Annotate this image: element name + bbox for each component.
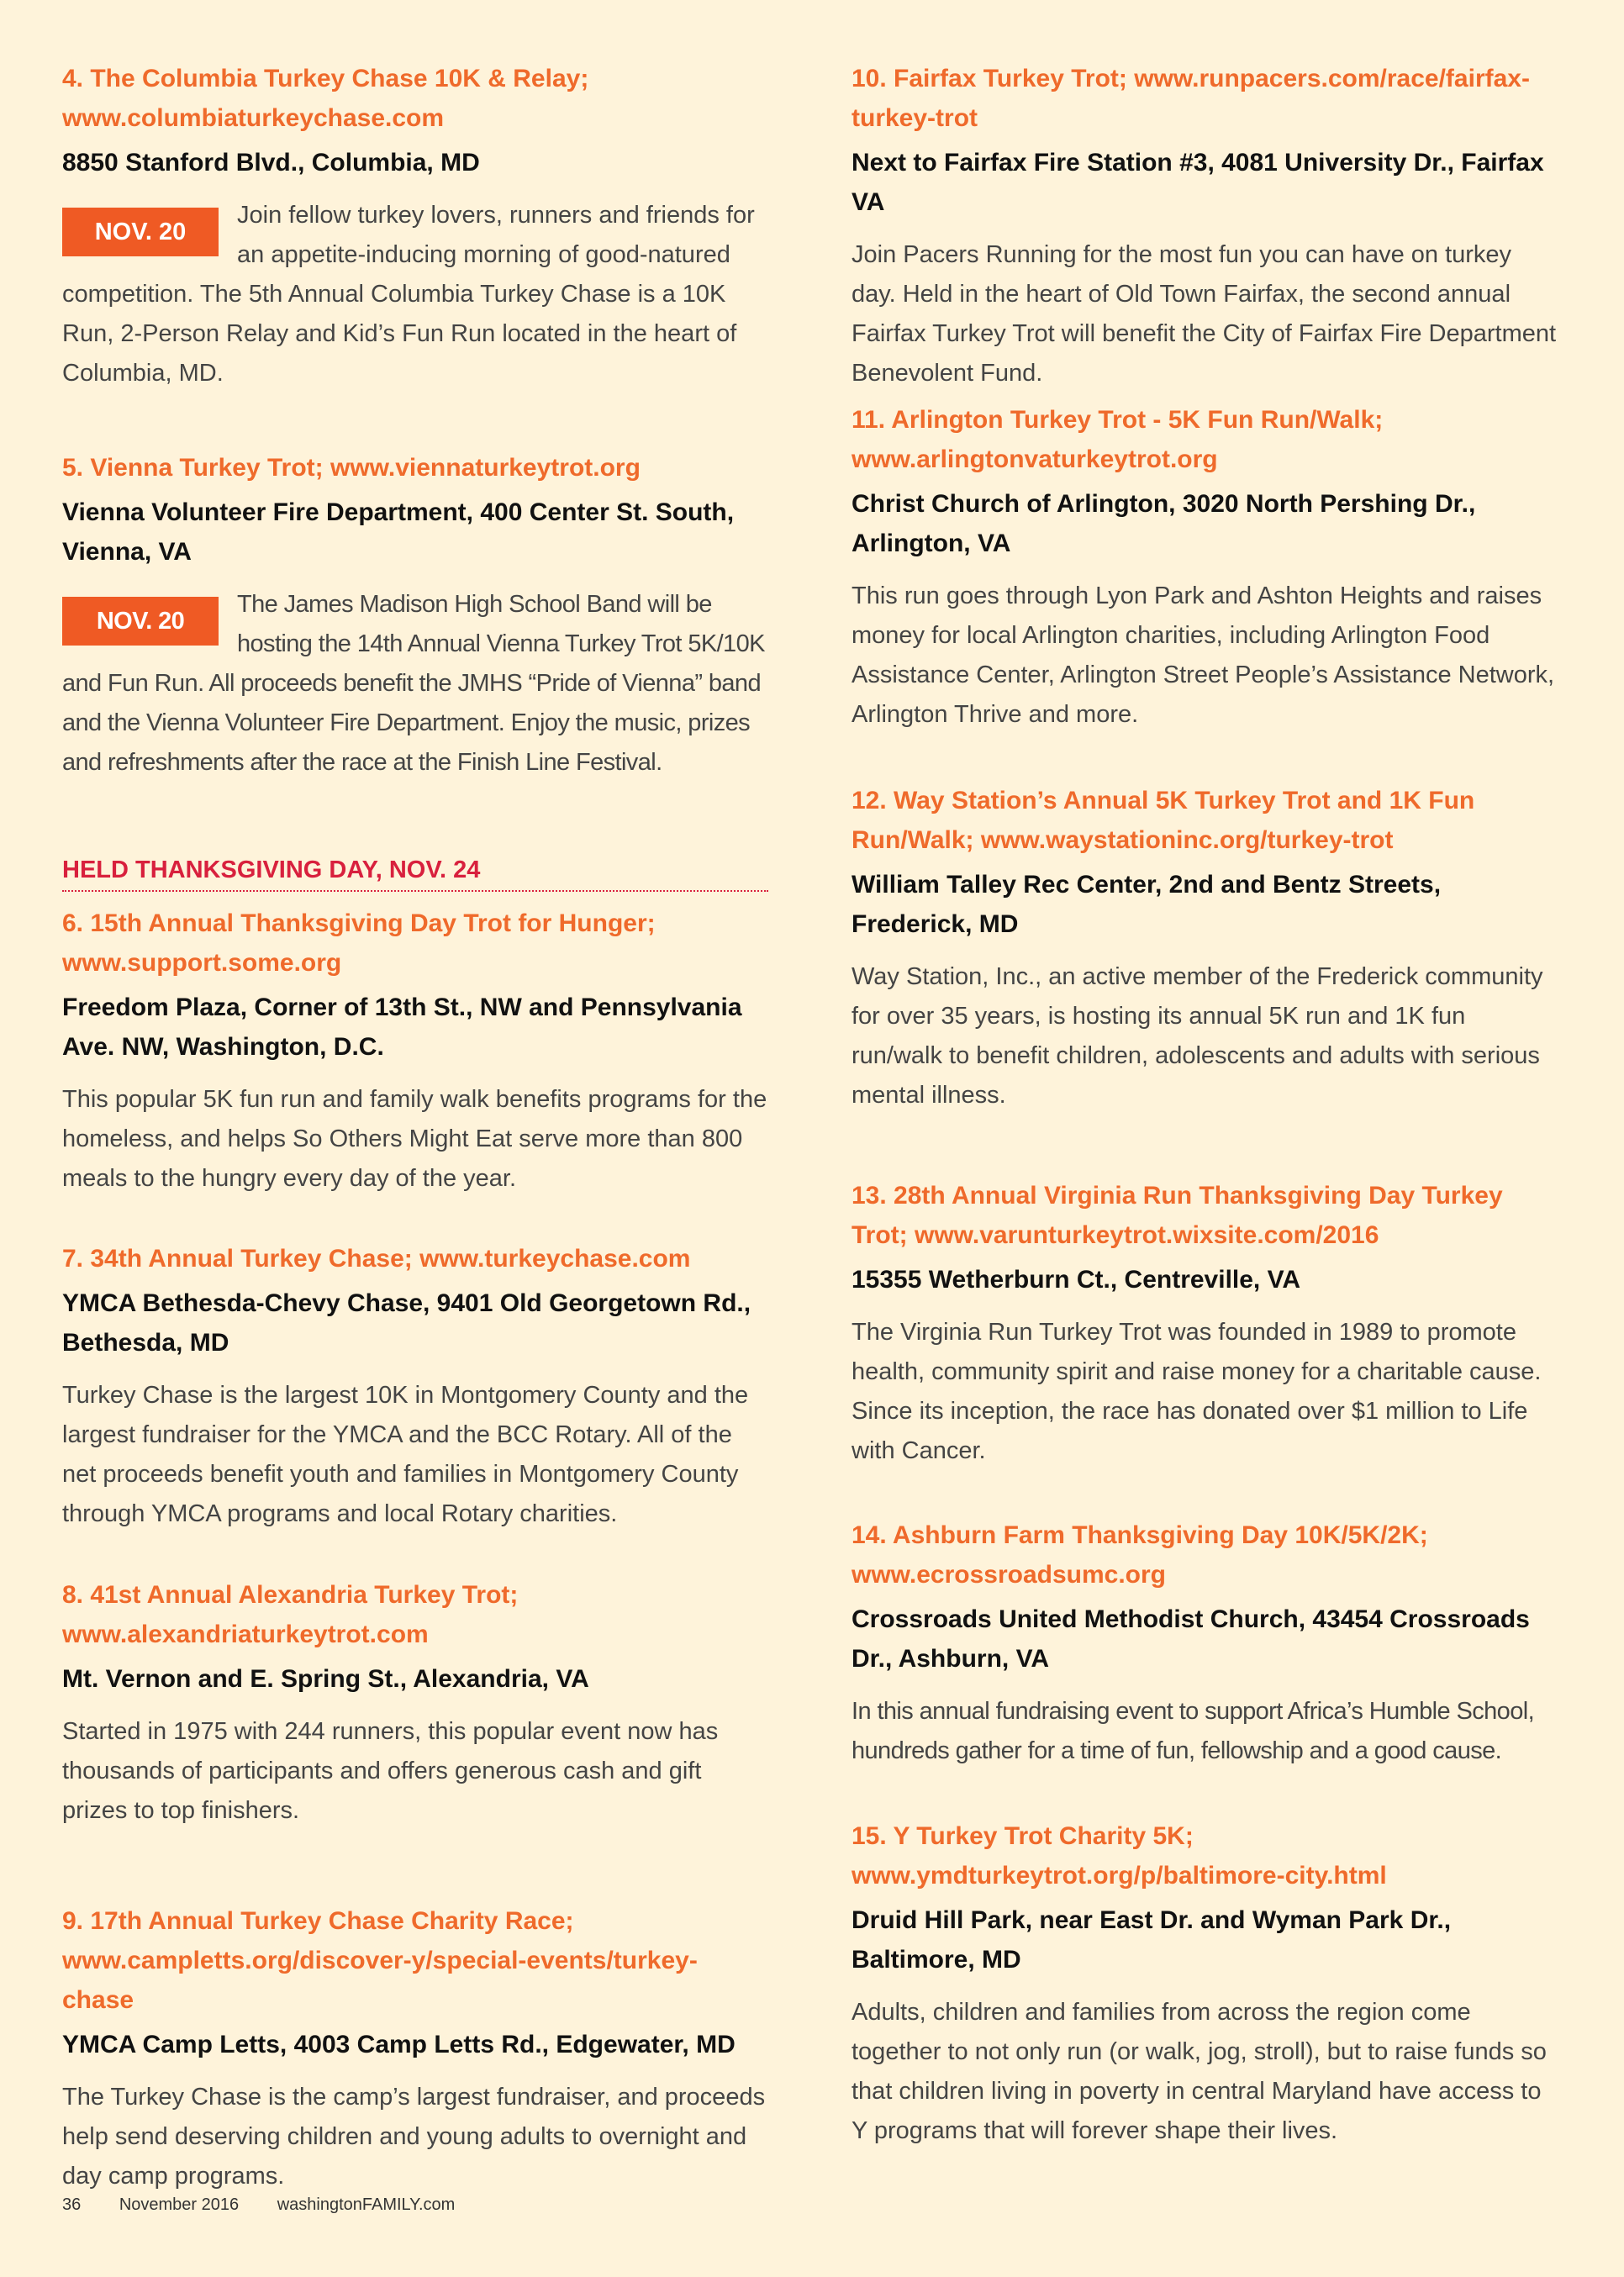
date-badge: NOV. 20 <box>62 597 219 646</box>
event-heading[interactable]: 9. 17th Annual Turkey Chase Charity Race; www.campletts.org/discover-y/special-events/turkey-chase <box>62 1907 698 2014</box>
event-9 <box>62 1901 768 2196</box>
event-description: Join fellow turkey lovers, runners and friends for an appetite-inducing morning of good-natured competition. The 5th Annual Columbia Turkey Chase is a 10K Run, 2-Person Relay and Kid’s Fun Run located in the heart of Columbia, MD. <box>62 202 755 387</box>
event-description: Way Station, Inc., an active member of the Frederick community for over 35 years, is hosting its annual 5K run and 1K fun run/walk to benefit children, adolescents and adults with serious mental illness. <box>852 963 1543 1109</box>
event-description: Started in 1975 with 244 runners, this popular event now has thousands of participants and offers generous cash and gift prizes to top finishers. <box>62 1718 719 1824</box>
event-heading[interactable]: 8. 41st Annual Alexandria Turkey Trot; www.alexandriaturkeytrot.com <box>62 1581 519 1648</box>
event-location: William Talley Rec Center, 2nd and Bentz Streets, Frederick, MD <box>852 871 1442 938</box>
event-location: 15355 Wetherburn Ct., Centreville, VA <box>852 1266 1301 1294</box>
event-body <box>62 196 768 393</box>
event-heading[interactable]: 14. Ashburn Farm Thanksgiving Day 10K/5K/2K; www.ecrossroadsumc.org <box>852 1521 1428 1589</box>
event-description: This popular 5K fun run and family walk benefits programs for the homeless, and helps So Others Might Eat serve more than 800 meals to the hungry every day of the year. <box>62 1086 767 1192</box>
event-location: 8850 Stanford Blvd., Columbia, MD <box>62 149 480 177</box>
event-description: The James Madison High School Band will be hosting the 14th Annual Vienna Turkey Trot 5K/10K and Fun Run. All proceeds benefit the JMHS “Pride of Vienna” band and the Vienna Volunteer Fire Department. Enjoy the music, prizes and refreshments after the race at the Finish Line Festival. <box>62 591 765 776</box>
event-description: In this annual fundraising event to support Africa’s Humble School, hundreds gather for a time of fun, fellowship and a good cause. <box>852 1698 1535 1764</box>
event-heading[interactable]: 13. 28th Annual Virginia Run Thanksgiving Day Turkey Trot; www.varunturkeytrot.wixsite.com/2016 <box>852 1182 1503 1249</box>
event-location: YMCA Camp Letts, 4003 Camp Letts Rd., Edgewater, MD <box>62 2031 736 2058</box>
event-5 <box>62 448 768 783</box>
issue-date: November 2016 <box>119 2195 240 2214</box>
event-body <box>62 585 768 783</box>
event-heading[interactable]: 7. 34th Annual Turkey Chase; www.turkeychase.com <box>62 1245 691 1273</box>
event-10 <box>852 59 1558 393</box>
event-location: Next to Fairfax Fire Station #3, 4081 University Dr., Fairfax VA <box>852 149 1544 216</box>
event-14 <box>852 1515 1558 1771</box>
event-heading[interactable]: 4. The Columbia Turkey Chase 10K & Relay; www.columbiaturkeychase.com <box>62 65 589 132</box>
event-7 <box>62 1239 768 1534</box>
event-heading[interactable]: 11. Arlington Turkey Trot - 5K Fun Run/Walk; www.arlingtonvaturkeytrot.org <box>852 406 1384 473</box>
event-location: Druid Hill Park, near East Dr. and Wyman Park Dr., Baltimore, MD <box>852 1906 1452 1974</box>
event-11 <box>852 400 1558 735</box>
event-location: Crossroads United Methodist Church, 43454 Crossroads Dr., Ashburn, VA <box>852 1605 1530 1673</box>
date-badge: NOV. 20 <box>62 208 219 256</box>
event-heading[interactable]: 15. Y Turkey Trot Charity 5K; www.ymdturkeytrot.org/p/baltimore-city.html <box>852 1822 1387 1890</box>
event-12 <box>852 781 1558 1115</box>
site-name[interactable]: washingtonFAMILY.com <box>277 2195 456 2214</box>
section-label-thanksgiving: HELD THANKSGIVING DAY, NOV. 24 <box>62 853 768 892</box>
event-15 <box>852 1816 1558 2151</box>
event-description: Adults, children and families from across the region come together to not only run (or walk, jog, stroll), but to raise funds so that children living in poverty in central Maryland have access to Y programs that will forever shape their lives. <box>852 1999 1547 2144</box>
event-heading[interactable]: 10. Fairfax Turkey Trot; www.runpacers.com/race/fairfax-turkey-trot <box>852 65 1530 132</box>
event-description: Turkey Chase is the largest 10K in Montgomery County and the largest fundraiser for the YMCA and the BCC Rotary. All of the net proceeds benefit youth and families in Montgomery County through YMCA programs and local Rotary charities. <box>62 1382 749 1527</box>
event-heading[interactable]: 6. 15th Annual Thanksgiving Day Trot for Hunger; www.support.some.org <box>62 909 656 977</box>
event-heading[interactable]: 5. Vienna Turkey Trot; www.viennaturkeytrot.org <box>62 454 641 482</box>
event-location: Vienna Volunteer Fire Department, 400 Center St. South, Vienna, VA <box>62 498 735 566</box>
event-heading[interactable]: 12. Way Station’s Annual 5K Turkey Trot and 1K Fun Run/Walk; www.waystationinc.org/turkey-trot <box>852 787 1475 854</box>
event-location: YMCA Bethesda-Chevy Chase, 9401 Old Georgetown Rd., Bethesda, MD <box>62 1289 751 1357</box>
event-6 <box>62 904 768 1199</box>
event-description: This run goes through Lyon Park and Ashton Heights and raises money for local Arlington charities, including Arlington Food Assistance Center, Arlington Street People’s Assistance Network, Arlington Thrive and more. <box>852 582 1555 728</box>
event-13 <box>852 1176 1558 1471</box>
event-description: Join Pacers Running for the most fun you can have on turkey day. Held in the heart of Old Town Fairfax, the second annual Fairfax Turkey Trot will benefit the City of Fairfax Fire Department Benevolent Fund. <box>852 241 1557 387</box>
event-description: The Turkey Chase is the camp’s largest fundraiser, and proceeds help send deserving children and young adults to overnight and day camp programs. <box>62 2084 766 2190</box>
event-location: Mt. Vernon and E. Spring St., Alexandria, VA <box>62 1665 589 1693</box>
page-number: 36 <box>62 2195 82 2214</box>
event-location: Freedom Plaza, Corner of 13th St., NW and Pennsylvania Ave. NW, Washington, D.C. <box>62 994 742 1061</box>
event-8 <box>62 1575 768 1831</box>
event-description: The Virginia Run Turkey Trot was founded in 1989 to promote health, community spirit and raise money for a charitable cause. Since its inception, the race has donated over $1 million to Life with Cancer. <box>852 1319 1542 1464</box>
page-footer <box>62 2192 488 2217</box>
event-location: Christ Church of Arlington, 3020 North Pershing Dr., Arlington, VA <box>852 490 1476 557</box>
event-4 <box>62 59 768 393</box>
